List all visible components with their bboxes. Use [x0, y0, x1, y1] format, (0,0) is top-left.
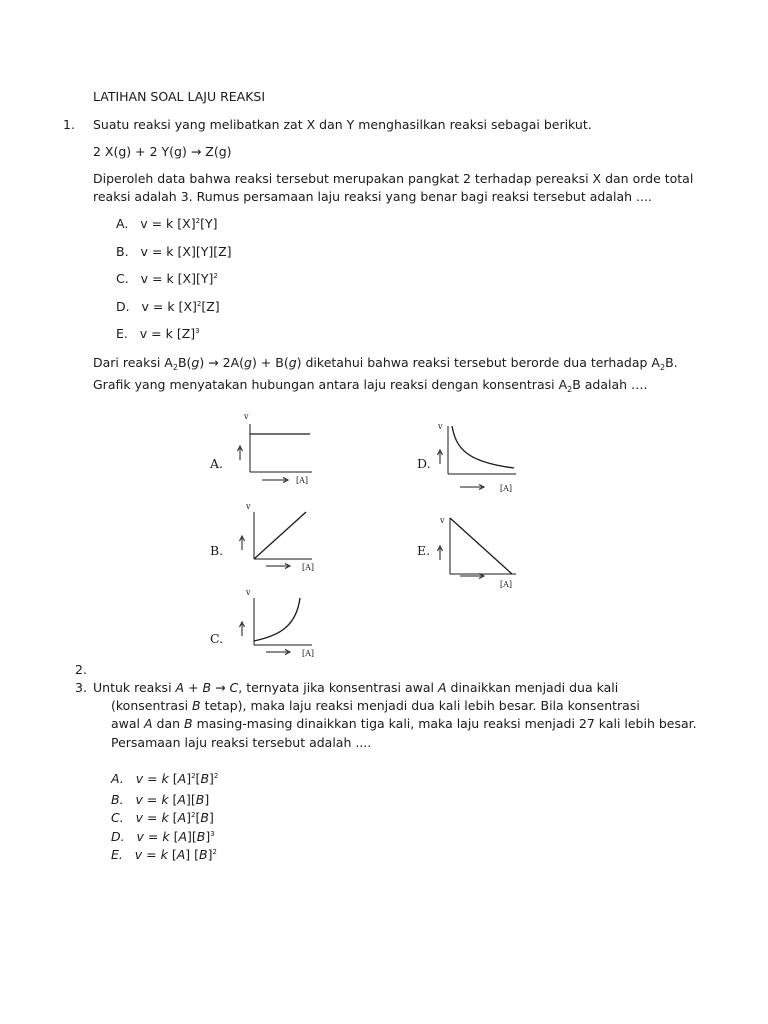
q3-text-line1: Untuk reaksi A + B → C, ternyata jika konsentrasi awal A dinaikkan menjadi dua kali: [93, 680, 619, 695]
q2-text-line2: Grafik yang menyatakan hubungan antara laju reaksi dengan konsentrasi $A_2B$ adalah ….: [93, 377, 648, 394]
q1-option-e: E. v = k $[Z]^3$: [116, 326, 200, 341]
q2-text-line1: Dari reaksi $A_2B(g) \to 2A(g) + B(g)$ diketahui bahwa reaksi tersebut berorde dua terhadap $A_2B$.: [93, 355, 678, 372]
q1-number: 1.: [63, 117, 75, 132]
graph-a-letter: A.: [210, 456, 224, 471]
q3-text-line4: Persamaan laju reaksi tersebut adalah ....: [111, 735, 372, 750]
graph-c-x-label: [A]: [302, 649, 315, 658]
graph-e-y-label: v: [440, 516, 445, 525]
q3-option-a: A. v = k $[A]^2[B]^2$: [111, 771, 219, 786]
graph-c-curve: [254, 598, 300, 641]
graph-b: [232, 500, 322, 578]
graph-c: [232, 586, 322, 664]
q1-equation: 2 X(g) + 2 Y(g) → Z(g): [93, 144, 232, 159]
q3-option-d: D. v = k $[A][B]^3$: [111, 829, 215, 844]
q3-text-line3: awal A dan B masing-masing dinaikkan tiga kali, maka laju reaksi menjadi 27 kali lebih besar.: [111, 716, 697, 731]
graph-e-curve: [450, 518, 512, 574]
graph-d-letter: D.: [417, 456, 431, 471]
graph-c-y-label: v: [246, 588, 251, 597]
graph-e-letter: E.: [417, 543, 431, 558]
q1-option-a: A. v = k $[X]^2[Y]$: [116, 216, 218, 231]
graph-d-y-label: v: [438, 422, 443, 431]
q1-text-line1: Diperoleh data bahwa reaksi tersebut merupakan pangkat 2 terhadap pereaksi X dan orde total: [93, 171, 694, 186]
q1-option-d: D. v = k $[X]^2[Z]$: [116, 299, 220, 314]
graph-b-letter: B.: [210, 543, 224, 558]
graph-e-x-label: [A]: [500, 580, 513, 589]
graph-b-x-label: [A]: [302, 563, 315, 572]
graph-b-y-label: v: [246, 502, 251, 511]
q1-stem: Suatu reaksi yang melibatkan zat X dan Y menghasilkan reaksi sebagai berikut.: [93, 117, 592, 132]
graph-b-curve: [254, 512, 306, 559]
q3-option-c: C. v = k $[A]^2[B]$: [111, 810, 214, 825]
graph-d-curve: [452, 426, 514, 468]
q2-number: 2.: [75, 662, 87, 677]
q3-text-line2: (konsentrasi B tetap), maka laju reaksi menjadi dua kali lebih besar. Bila konsentrasi: [111, 698, 640, 713]
graph-a-y-label: v: [244, 412, 249, 421]
graph-a: [232, 410, 322, 488]
graph-e: [436, 512, 526, 592]
q3-option-e: E. v = k [A] $[B]^2$: [111, 847, 217, 862]
q3-number: 3.: [75, 680, 87, 695]
q1-option-b: B. v = k [X][Y][Z]: [116, 244, 232, 259]
graph-a-x-label: [A]: [296, 476, 309, 485]
graph-d: [436, 418, 526, 496]
page-title: LATIHAN SOAL LAJU REAKSI: [93, 89, 266, 104]
q3-option-b: B. v = k [A][B]: [111, 792, 210, 807]
q1-option-c: C. v = k $[X][Y]^2$: [116, 271, 218, 286]
graph-c-letter: C.: [210, 631, 224, 646]
q1-text-line2: reaksi adalah 3. Rumus persamaan laju reaksi yang benar bagi reaksi tersebut adalah ....: [93, 189, 652, 204]
graph-d-x-label: [A]: [500, 484, 513, 493]
